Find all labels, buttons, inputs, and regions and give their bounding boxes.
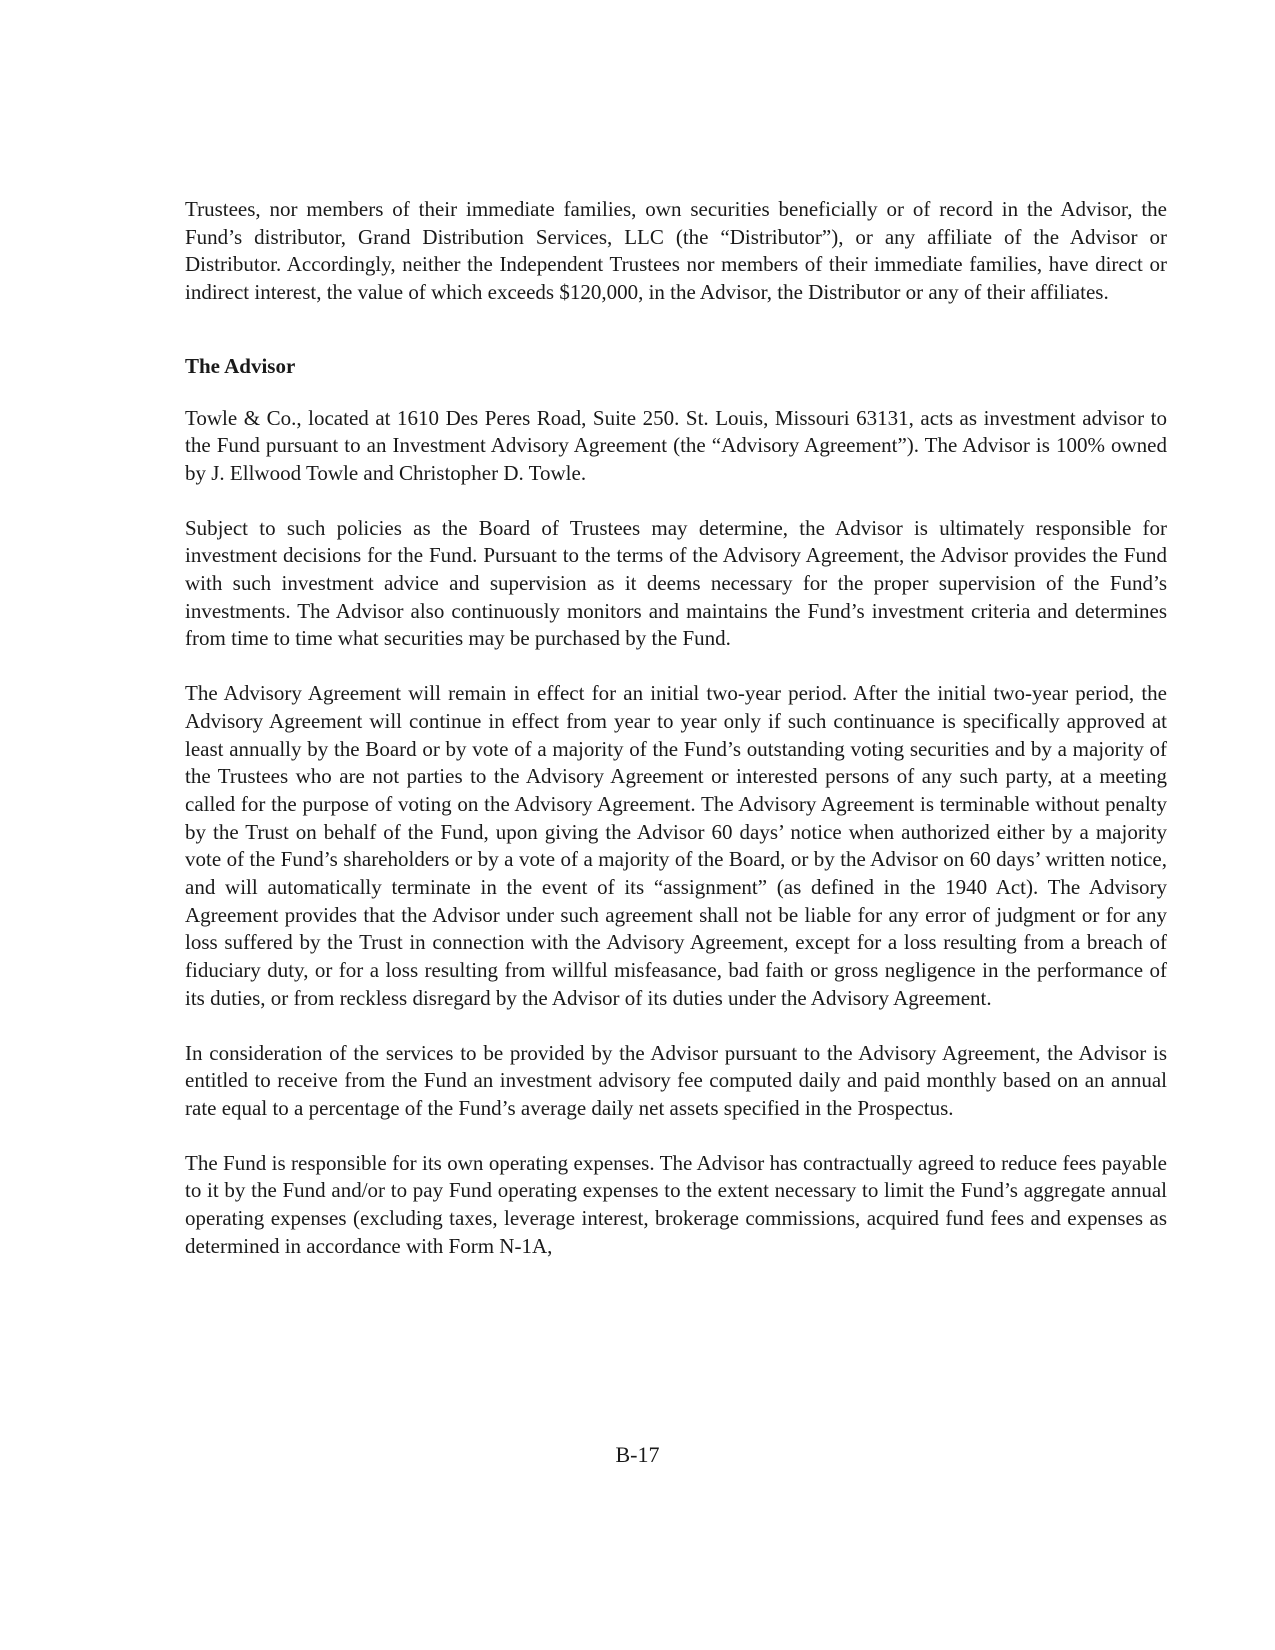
intro-paragraph: Trustees, nor members of their immediate families, own securities beneficially or of record in the Advisor, the Fund’s distributor, Grand Distribution Services, LLC (the “Distributor”), or any affiliate of the Advisor or Distributor. Accordingly, neither the Independent Trustees nor members of their immediate families, have direct or indirect interest, the value of which exceeds $120,000, in the Advisor, the Distributor or any of their affiliates.	[185, 197, 1167, 305]
section-heading: The Advisor	[185, 353, 296, 378]
operating-expenses-paragraph: The Fund is responsible for its own operating expenses. The Advisor has contractually agreed to reduce fees payable to it by the Fund and/or to pay Fund operating expenses to the extent necessary to limit the Fund’s aggregate annual operating expenses (excluding taxes, leverage interest, brokerage commissions, acquired fund fees and expenses as determined in accordance with Form N-1A,	[185, 1150, 1167, 1258]
advisory-agreement-term-paragraph: The Advisory Agreement will remain in effect for an initial two-year period. After the initial two-year period, the Advisory Agreement will continue in effect from year to year only if such continuance is specifically approved at least annually by the Board or by vote of a majority of the Fund’s outstanding voting securities and by a majority of the Trustees who are not parties to the Advisory Agreement or interested persons of any such party, at a meeting called for the purpose of voting on the Advisory Agreement. The Advisory Agreement is terminable without penalty by the Trust on behalf of the Fund, upon giving the Advisor 60 days’ notice when authorized either by a majority vote of the Fund’s shareholders or by a vote of a majority of the Board, or by the Advisor on 60 days’ written notice, and will automatically terminate in the event of its “assignment” (as defined in the 1940 Act). The Advisory Agreement provides that the Advisor under such agreement shall not be liable for any error of judgment or for any loss suffered by the Trust in connection with the Advisory Agreement, except for a loss resulting from a breach of fiduciary duty, or for a loss resulting from willful misfeasance, bad faith or gross negligence in the performance of its duties, or from reckless disregard by the Advisor of its duties under the Advisory Agreement.	[185, 681, 1167, 1010]
page-number: B-17	[615, 1442, 660, 1467]
document-page	[185, 196, 1167, 1261]
advisory-fee-paragraph: In consideration of the services to be provided by the Advisor pursuant to the Advisory Agreement, the Advisor is entitled to receive from the Fund an investment advisory fee computed daily and paid monthly based on an annual rate equal to a percentage of the Fund’s average daily net assets specified in the Prospectus.	[185, 1040, 1167, 1120]
advisor-location-paragraph: Towle & Co., located at 1610 Des Peres Road, Suite 250. St. Louis, Missouri 63131, acts as investment advisor to the Fund pursuant to an Investment Advisory Agreement (the “Advisory Agreement”). The Advisor is 100% owned by J. Ellwood Towle and Christopher D. Towle.	[185, 405, 1167, 485]
advisor-responsibility-paragraph: Subject to such policies as the Board of Trustees may determine, the Advisor is ultimately responsible for investment decisions for the Fund. Pursuant to the terms of the Advisory Agreement, the Advisor provides the Fund with such investment advice and supervision as it deems necessary for the proper supervision of the Fund’s investments. The Advisor also continuously monitors and maintains the Fund’s investment criteria and determines from time to time what securities may be purchased by the Fund.	[185, 515, 1167, 651]
